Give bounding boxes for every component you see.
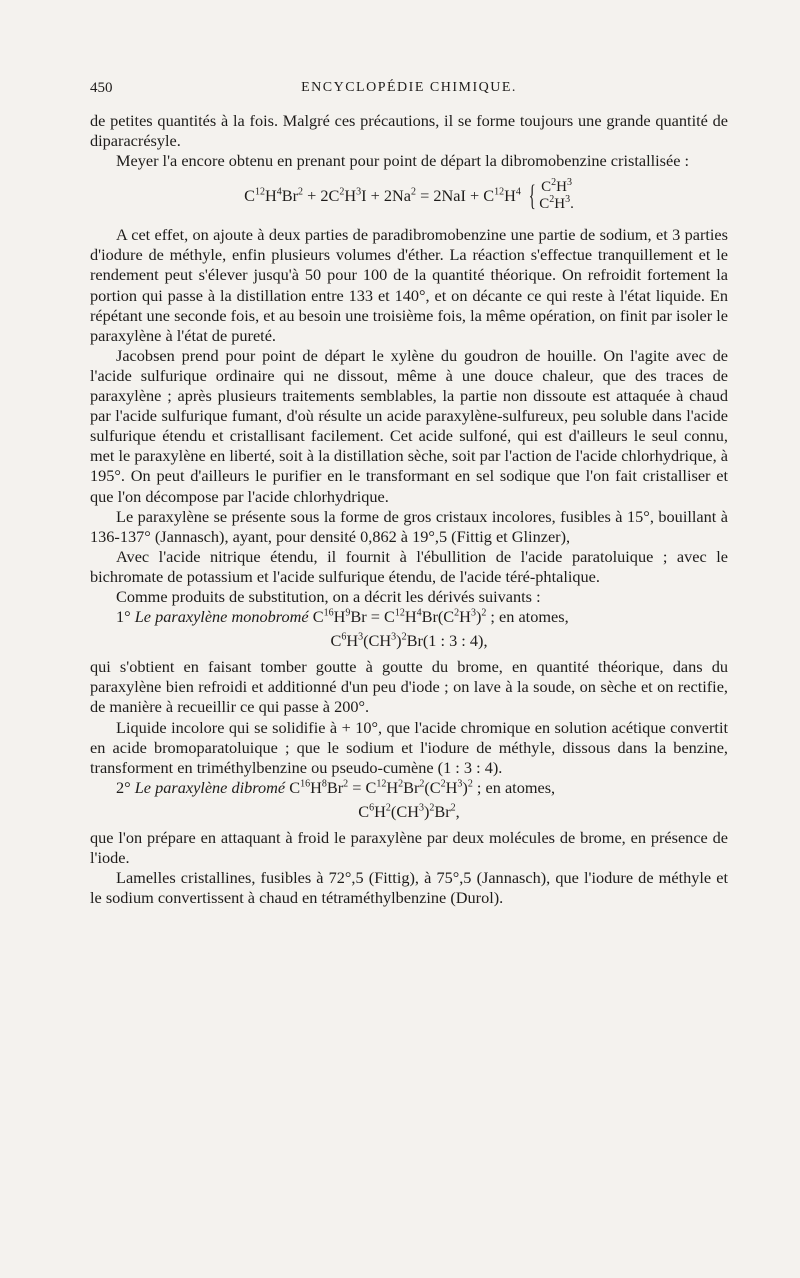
running-title: ENCYCLOPÉDIE CHIMIQUE. <box>301 80 517 95</box>
item-formula: $C^{16}H^8Br^2 = C^{12}H^2Br^2(C^2H^3)^2$ <box>289 777 473 797</box>
paragraph: A cet effet, on ajoute à deux parties de paradibromobenzine une partie de sodium, et 3 parties d'iodure de méthyle, enfin plusieurs volumes d'éther. La réaction s'effectue tranquillement et le rendement peut s'élever jusqu'à 50 pour 100 de la quantité théorique. On refroidit fortement la portion qui passe à la distillation entre 133 et 140°, et on décante ce qui reste à l'état liquide. En répétant une seconde fois, et au besoin une troisième fois, la même opération, on finit par isoler le paraxylène à l'état de pureté. <box>90 225 728 345</box>
paragraph: Lamelles cristallines, fusibles à 72°,5 (Fittig), à 75°,5 (Jannasch), que l'iodure de méthyle et le sodium convertissent à chaud en tétraméthylbenzine (Durol). <box>90 868 728 908</box>
paragraph: de petites quantités à la fois. Malgré ces précautions, il se forme toujours une grande quantité de diparacrésyle. <box>90 111 728 151</box>
substituent-brace: { $C^2H^3$ $C^2H^3$. <box>528 177 574 213</box>
derivative-item-monobromo <box>90 607 728 627</box>
item-tail: ; en atomes, <box>472 777 556 797</box>
body-text <box>90 111 728 908</box>
derivative-item-dibromo <box>90 778 728 798</box>
formula-dibromo-atomic: $C^6H^2(CH^3)^2Br^2$, <box>358 801 460 821</box>
paragraph: Avec l'acide nitrique étendu, il fournit à l'ébullition de l'acide paratoluique ; avec le bichromate de potassium et l'acide sulfurique étendu, de l'acide téré-phtalique. <box>90 546 728 586</box>
paragraph: Meyer l'a encore obtenu en prenant pour point de départ la dibromobenzine cristallisée : <box>116 151 690 171</box>
item-tail: ; en atomes, <box>486 607 569 627</box>
item-formula: $C^{16}H^9Br = C^{12}H^4Br(C^2H^3)^2$ <box>312 607 487 627</box>
item-name: Le paraxylène dibromé <box>134 777 290 797</box>
page-header <box>90 80 728 102</box>
paragraph: que l'on prépare en attaquant à froid le paraxylène par deux molécules de brome, en présence de l'iode. <box>90 828 728 868</box>
paragraph: Le paraxylène se présente sous la forme de gros cristaux incolores, fusibles à 15°, bouillant à 136-137° (Jannasch), ayant, pour densité 0,862 à 19°,5 (Fittig et Glinzer), <box>90 506 728 546</box>
item-number: 2° <box>116 777 131 797</box>
paragraph: Comme produits de substitution, on a décrit les dérivés suivants : <box>116 586 541 606</box>
paragraph: Liquide incolore qui se solidifie à + 10°, que l'acide chromique en solution acétique convertit en acide bromoparatoluique ; que le sodium et l'iodure de méthyle, dissous dans la benzine, transforment en triméthylbenzine ou pseudo-cumène (1 : 3 : 4). <box>90 717 728 777</box>
item-name: Le paraxylène monobromé <box>134 607 313 627</box>
formula-dibromobenzine-reaction: $C^{12}H^4Br^2 + 2C^2H^3I + 2Na^2 = 2NaI + C^{12}H^4$ { $C^2H^3$ $C^2H^3$. <box>244 177 574 213</box>
paragraph: Jacobsen prend pour point de départ le xylène du goudron de houille. On l'agite avec de l'acide sulfurique ordinaire qui ne dissout, même à une douce chaleur, que des traces de paraxylène ; après plusieurs traitements semblables, la partie non dissoute est attaquée à chaud par l'acide sulfurique fumant, d'où résulte un acide paraxylène-sulfureux, peu soluble dans l'acide sulfurique étendu et cristallisant facilement. Cet acide sulfoné, qui est d'ailleurs le seul connu, met le paraxylène en liberté, soit à la distillation sèche, soit par l'action de l'acide chlorhydrique, à 195°. On peut d'ailleurs le purifier en le transformant en sel sodique que l'on fait cristalliser et que l'on décompose par l'acide chlorhydrique. <box>90 345 728 506</box>
item-number: 1° <box>116 607 131 627</box>
page-number: 450 <box>90 80 113 96</box>
formula-monobromo-atomic: $C^6H^3(CH^3)^2Br(1$ : 3 : 4), <box>330 631 488 651</box>
paragraph: qui s'obtient en faisant tomber goutte à goutte du brome, en quantité théorique, dans du paraxylène bien refroidi et additionné d'un peu d'iode ; on lave à la soude, on sèche et on rectifie, de manière à recueillir ce qui passe à 200°. <box>90 657 728 717</box>
